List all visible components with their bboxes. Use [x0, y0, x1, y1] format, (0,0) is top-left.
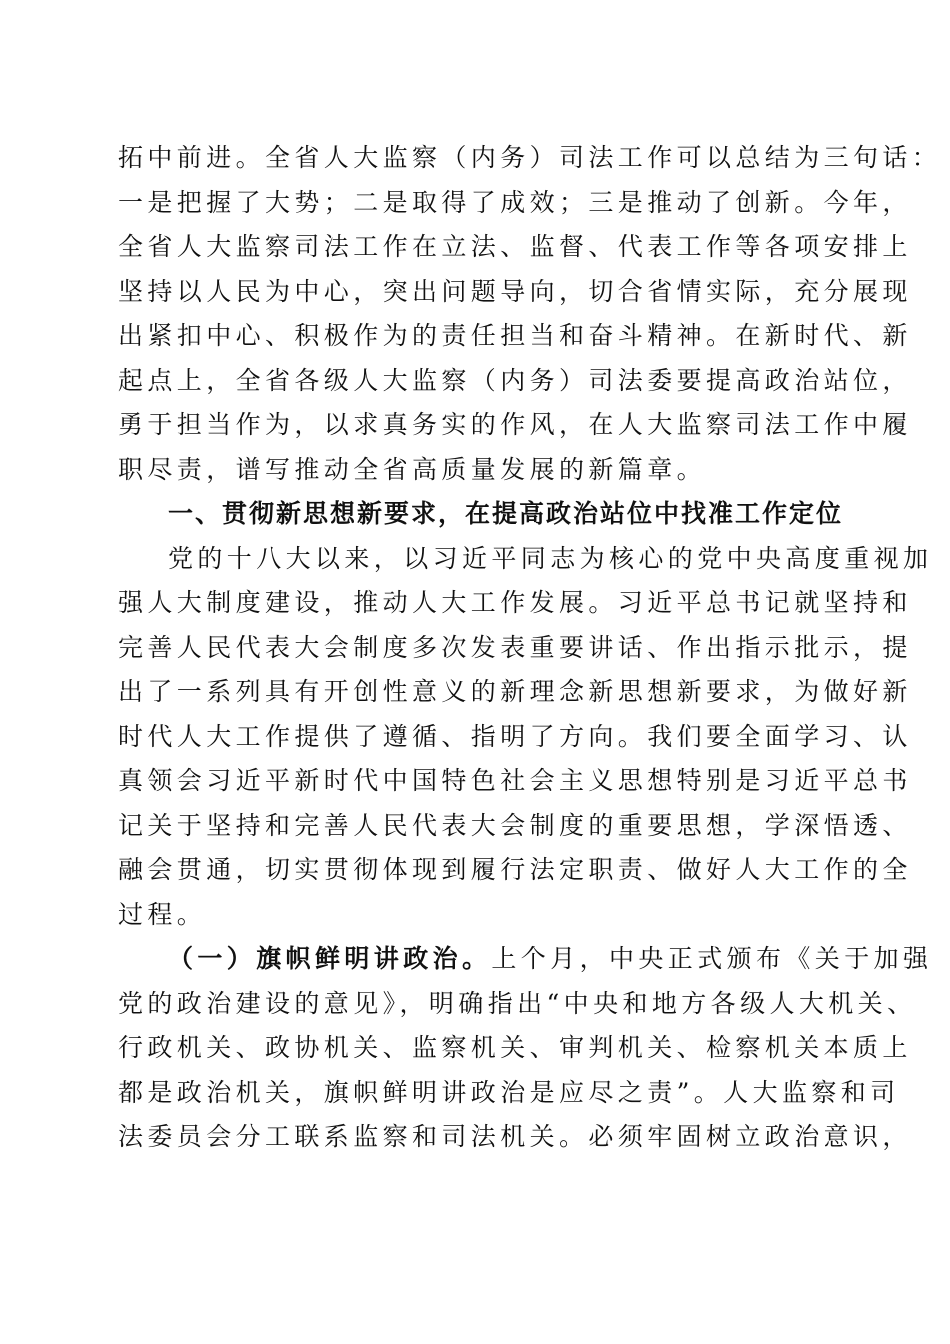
text-line: 法委员会分工联系监察和司法机关。必须牢固树立政治意识，: [118, 1122, 912, 1151]
intro-paragraph: [118, 136, 942, 492]
text-line: 一是把握了大势；二是取得了成效；三是推动了创新。今年，: [118, 187, 912, 217]
text-line: 完善人民代表大会制度多次发表重要讲话、作出指示批示，提: [118, 632, 912, 662]
text-line: 强人大制度建设，推动人大工作发展。习近平总书记就坚持和: [118, 588, 912, 617]
text-line: 拓中前进。全省人大监察（内务）司法工作可以总结为三句话：: [118, 143, 942, 172]
text-line: 全省人大监察司法工作在立法、监督、代表工作等各项安排上: [118, 232, 912, 261]
text-line: 时代人大工作提供了遵循、指明了方向。我们要全面学习、认: [118, 721, 912, 751]
text-line: 职尽责，谱写推动全省高质量发展的新篇章。: [118, 454, 707, 484]
text-line: 真领会习近平新时代中国特色社会主义思想特别是习近平总书: [118, 766, 912, 795]
text-line: 党的政治建设的意见》，明确指出“中央和地方各级人大机关、: [118, 988, 917, 1018]
text-line: 行政机关、政协机关、监察机关、审判机关、检察机关本质上: [118, 1033, 912, 1062]
text-line: 出紧扣中心、积极作为的责任担当和奋斗精神。在新时代、新: [118, 321, 912, 350]
subsection-paragraph: [118, 937, 933, 1160]
section-heading: 一、贯彻新思想新要求，在提高政治站位中找准工作定位: [168, 499, 844, 528]
text-line: 融会贯通，切实贯彻体现到履行法定职责、做好人大工作的全: [118, 855, 912, 884]
subsection-first-line: [118, 937, 933, 982]
text-line: 党的十八大以来，以习近平同志为核心的党中央高度重视加: [168, 543, 933, 573]
subsection-first-line-text: 上个月，中央正式颁布《关于加强: [491, 944, 933, 973]
text-line: 出了一系列具有开创性意义的新理念新思想新要求，为做好新: [118, 677, 912, 706]
text-line: 勇于担当作为，以求真务实的作风，在人大监察司法工作中履: [118, 410, 912, 439]
text-line: 起点上，全省各级人大监察（内务）司法委要提高政治站位，: [118, 365, 912, 395]
document-body: [118, 136, 942, 1160]
text-line: 记关于坚持和完善人民代表大会制度的重要思想，学深悟透、: [118, 810, 912, 840]
text-line: 都是政治机关，旗帜鲜明讲政治是应尽之责”。人大监察和司: [118, 1077, 900, 1107]
text-line: 坚持以人民为中心，突出问题导向，切合省情实际，充分展现: [118, 276, 912, 306]
text-line: 过程。: [118, 899, 207, 929]
section-paragraph: [118, 537, 933, 938]
subsection-title: （一）旗帜鲜明讲政治。: [168, 944, 492, 973]
